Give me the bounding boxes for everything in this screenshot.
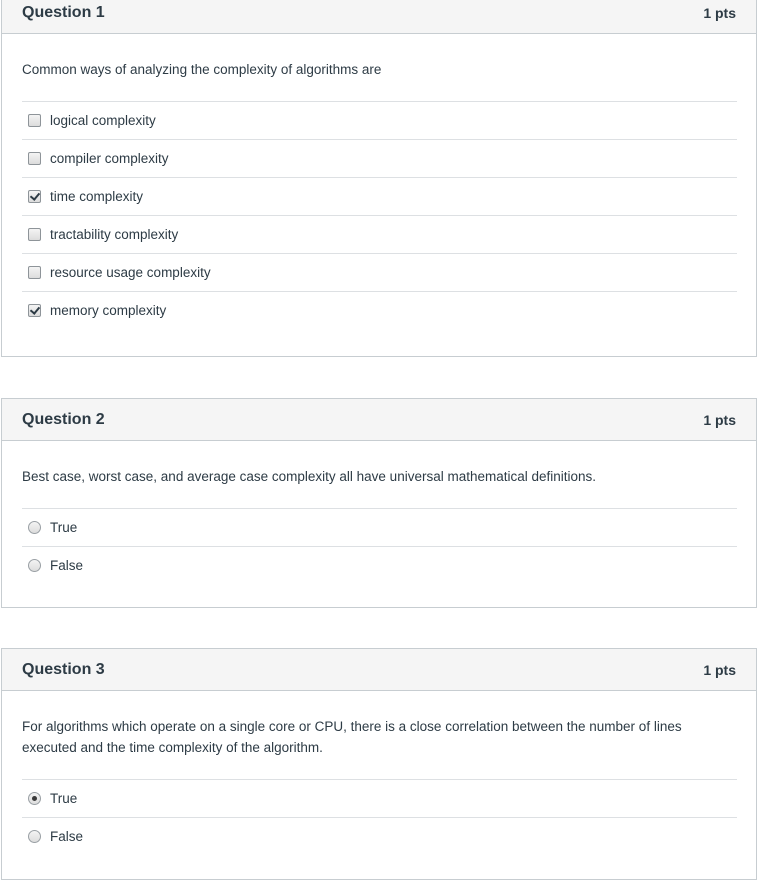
question-text: Common ways of analyzing the complexity of algorithms are xyxy=(22,62,382,77)
answer-option[interactable] xyxy=(22,817,737,855)
answer-option[interactable] xyxy=(22,291,737,329)
answer-option[interactable] xyxy=(22,779,737,817)
question-title: Question 1 xyxy=(22,3,105,21)
answer-option[interactable] xyxy=(22,508,737,546)
answer-label: time complexity xyxy=(50,189,144,204)
radio-button[interactable] xyxy=(28,559,41,572)
question-points: 1 pts xyxy=(703,4,736,21)
answer-label: logical complexity xyxy=(50,113,156,128)
answer-label: tractability complexity xyxy=(50,227,179,242)
question-points: 1 pts xyxy=(703,411,736,428)
answer-label: memory complexity xyxy=(50,303,167,318)
question-text: For algorithms which operate on a single core or CPU, there is a close correlation between the number of lines executed and the time complexity of the algorithm. xyxy=(22,719,682,755)
question-header xyxy=(2,399,756,441)
checkbox[interactable] xyxy=(28,114,41,127)
answer-label: resource usage complexity xyxy=(50,265,211,280)
answer-option[interactable] xyxy=(22,139,737,177)
answer-label: False xyxy=(50,829,84,844)
checkbox[interactable] xyxy=(28,190,41,203)
question-text: Best case, worst case, and average case complexity all have universal mathematical definitions. xyxy=(22,469,597,484)
answer-list xyxy=(22,779,737,855)
question-header xyxy=(2,649,756,691)
checkbox[interactable] xyxy=(28,304,41,317)
answer-option[interactable] xyxy=(22,253,737,291)
answer-option[interactable] xyxy=(22,101,737,139)
answer-option[interactable] xyxy=(22,177,737,215)
answer-label: True xyxy=(50,520,78,535)
radio-button[interactable] xyxy=(28,830,41,843)
question-points: 1 pts xyxy=(703,661,736,678)
question-1 xyxy=(1,0,757,357)
answer-option[interactable] xyxy=(22,546,737,584)
question-title: Question 3 xyxy=(22,660,105,678)
question-3 xyxy=(1,648,757,880)
question-header xyxy=(2,0,756,34)
checkbox[interactable] xyxy=(28,152,41,165)
question-2 xyxy=(1,398,757,608)
answer-label: compiler complexity xyxy=(50,151,169,166)
checkbox[interactable] xyxy=(28,266,41,279)
answer-label: True xyxy=(50,791,78,806)
answer-list xyxy=(22,508,737,584)
question-title: Question 2 xyxy=(22,410,105,428)
answer-list xyxy=(22,101,737,329)
radio-button[interactable] xyxy=(28,792,41,805)
radio-button[interactable] xyxy=(28,521,41,534)
answer-option[interactable] xyxy=(22,215,737,253)
checkbox[interactable] xyxy=(28,228,41,241)
answer-label: False xyxy=(50,558,84,573)
